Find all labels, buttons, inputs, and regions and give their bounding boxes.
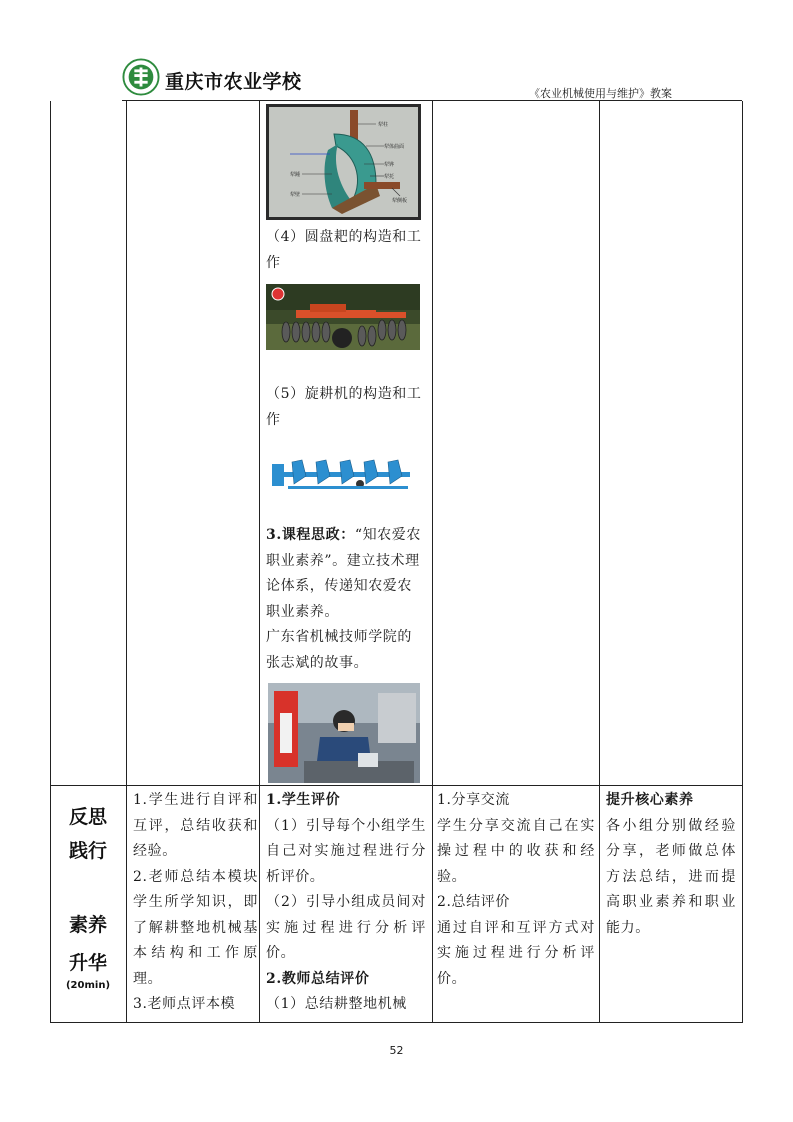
student-activity-column	[437, 788, 595, 992]
evaluation-item: （1）引导每个小组学生自己对实施过程进行分析评价。	[266, 817, 426, 885]
plough-label: 犁体曲面	[384, 144, 405, 150]
evaluation-item: （2）引导小组成员间对实施过程进行分析评价。	[266, 894, 426, 961]
item5-text: （5）旋耕机的构造和工作	[266, 386, 422, 428]
rotary-plough-image	[268, 450, 418, 508]
table-divider	[259, 101, 260, 1023]
table-divider	[432, 101, 433, 1023]
student-item: 通过自评和互评方式对实施过程进行分析评价。	[437, 919, 595, 987]
page-number: 52	[389, 1044, 404, 1057]
row-divider	[50, 785, 743, 786]
table-divider	[599, 101, 600, 1023]
plough-label: 犁壁	[290, 192, 301, 198]
intent-title: 提升核心素养	[606, 792, 694, 808]
intent-text: 各小组分别做经验分享，老师做总体方法总结，进而提高职业素养和职业能力。	[606, 817, 736, 936]
activity-item: 3.老师点评本模	[133, 996, 236, 1012]
student-item: 1.分享交流	[437, 792, 510, 808]
evaluation-item: （1）总结耕整地机械	[266, 996, 407, 1012]
table-border-bottom	[50, 1022, 743, 1023]
stage-line: 升华	[68, 952, 107, 974]
stage-line: 践行	[68, 840, 107, 862]
plough-label: 犁侧板	[392, 198, 408, 204]
school-emblem-icon	[122, 58, 160, 96]
item3-ideology	[266, 523, 426, 676]
course-title: 《农业机械使用与维护》教案	[529, 87, 672, 100]
student-item: 学生分享交流自己在实操过程中的收获和经验。	[437, 817, 595, 885]
page-header	[122, 58, 742, 102]
disc-harrow-image	[266, 284, 420, 350]
stage-line: 素养	[68, 914, 107, 936]
item3-title: 3.课程思政：	[266, 527, 355, 543]
stage-line: 反思	[68, 806, 107, 828]
story-text: 广东省机械技师学院的张志斌的故事。	[266, 629, 412, 671]
section-heading: 2.教师总结评价	[266, 970, 370, 987]
item4-text: （4）圆盘耙的构造和工作	[266, 229, 422, 271]
teacher-activity-column	[133, 788, 258, 1018]
student-item: 2.总结评价	[437, 894, 510, 910]
plough-label: 犁托	[384, 174, 395, 180]
design-intent-column	[606, 788, 736, 941]
stage-duration: (20min)	[65, 980, 111, 991]
table-border-right	[742, 101, 743, 1023]
activity-item: 2.老师总结本模块学生所学知识，即了解耕整地机械基本结构和工作原理。	[133, 868, 258, 987]
plough-label: 犁柱	[378, 122, 389, 128]
school-name: 重庆市农业学校	[165, 71, 302, 93]
plough-label: 犁踵	[290, 172, 301, 178]
activity-item: 1.学生进行自评和互评，总结收获和经验。	[133, 792, 258, 859]
section-heading: 1.学生评价	[266, 792, 341, 808]
table-divider	[126, 101, 127, 1023]
plough-label: 犁铧	[384, 162, 395, 168]
stage-label	[50, 800, 126, 991]
evaluation-column	[266, 788, 426, 1018]
item3-text: “知农爱农职业素养”。建立技术理论体系，传递知农爱农职业素养。	[266, 527, 421, 620]
workshop-photo-image	[268, 683, 420, 783]
plough-diagram-image	[266, 104, 421, 220]
